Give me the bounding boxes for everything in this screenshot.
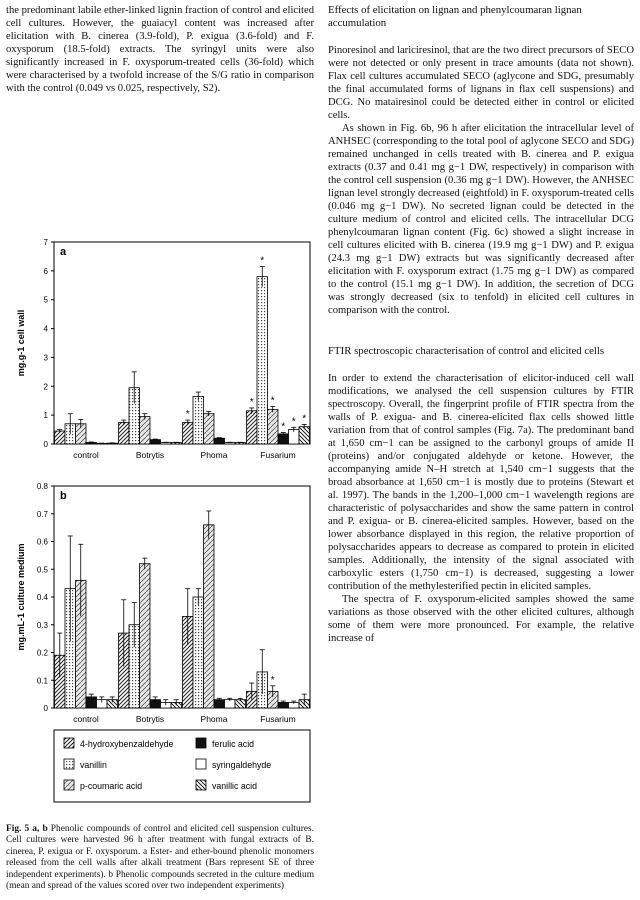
y-tick-label: 0.3 [36,620,48,630]
y-tick-label: 3 [43,353,48,363]
x-tick-label: Phoma [200,450,228,460]
x-tick-label: Fusarium [260,450,296,460]
x-tick-label: Botrytis [135,714,165,724]
bar [193,396,204,444]
right-column [328,4,634,645]
y-axis-label: mg.mL-1 culture medium [16,543,26,651]
left-paragraph: the predominant labile ether-linked lignin fraction of control and elicited cell cultures. However, the guaiacyl content was increased after elicitation with B. cinerea (3.9-fold), P. exigua (3.6-fold) and F. oxysporum (18.5-fold) extracts. The syringyl units were also significantly increased in F. oxysporum-treated cells (36-fold) which were characterised by a twofold increase of the S/G ratio in comparison with the control (0.049 vs 0.025, respectively, S2). [6,5,314,94]
chart-panel-a [16,238,310,460]
legend-label: vanillin [80,760,107,770]
significance-mark: * [249,396,254,408]
y-tick-label: 0 [43,440,48,449]
paragraph-fusarium-spectra: The spectra of F. oxysporum-elicited samples showed the same variations as those observed with the other elicited cultures, although some of them were more pronounced. For example, the relative increase of [328,594,634,644]
legend-label: ferulic acid [212,739,255,749]
y-tick-label: 2 [43,382,48,392]
legend-swatch [64,759,74,769]
legend-swatch [64,780,74,790]
y-tick-label: 0.8 [36,482,48,491]
paragraph-precursors: Pinoresinol and lariciresinol, that are the two direct precursors of SECO were not detected or only present in trace amounts (data not shown). Flax cell cultures accumulated SECO (aglycone and SDG, presumably the final accumulated forms of lignans in flax cell suspensions) and DCG. No matairesinol could be detected either in control or elicited cells. [328,45,634,121]
legend-label: p-coumaric acid [80,781,143,791]
bar [140,564,151,708]
significance-mark: * [281,421,286,433]
bar [278,434,289,444]
section-heading-ftir: FTIR spectroscopic characterisation of control and elicited cells [328,345,605,357]
x-tick-label: control [73,450,99,460]
y-axis-label: mg.g-1 cell wall [16,309,26,377]
y-tick-label: 0.5 [36,565,48,575]
y-tick-label: 0.6 [36,537,48,547]
y-tick-label: 4 [43,324,48,334]
x-tick-label: control [73,714,99,724]
legend-swatch [196,780,206,790]
significance-mark: * [302,413,307,425]
x-tick-label: Fusarium [260,714,296,724]
caption-text: Phenolic compounds of control and elicited cell suspension cultures. Cell cultures were harvested 96 h after treatment with fungal extracts of B. cinerea, P. exigua or F. oxysporum. a Ester- and ether-bound phenolic monomers released from the cell walls after alkali treatment (Bars represent SE of three independent experiments). b Phenolic compounds secreted in the culture medium (mean and spread of the values scored over two independent experiments) [6,824,315,892]
y-tick-label: 1 [43,411,48,421]
x-tick-label: Phoma [200,714,228,724]
legend-label: syringaldehyde [212,760,272,770]
legend-swatch [64,738,74,748]
chart-legend [54,730,310,802]
y-tick-label: 0.1 [36,676,48,686]
significance-mark: * [270,674,275,686]
y-tick-label: 0.2 [36,648,48,658]
y-tick-label: 0.7 [36,509,48,519]
bar [257,277,268,444]
bar [150,440,161,444]
figure-5 [6,182,314,822]
bar [299,427,310,444]
figure-caption [6,824,314,892]
legend-swatch [196,759,206,769]
bar [204,414,215,444]
legend-label: 4-hydroxybenzaldehyde [80,739,174,749]
bar [214,438,225,444]
significance-mark: * [185,409,190,421]
panel-label: a [60,246,67,258]
bar [204,525,215,708]
bar [193,597,204,708]
bar [140,417,151,444]
y-tick-label: 0 [43,704,48,713]
significance-mark: * [291,416,296,428]
bar [55,431,66,444]
legend-label: vanillic acid [212,781,257,791]
bar [183,422,194,444]
x-tick-label: Botrytis [135,450,165,460]
y-tick-label: 0.4 [36,593,48,602]
bar [247,411,258,444]
paragraph-anhsec: As shown in Fig. 6b, 96 h after elicitation the intracellular level of ANHSEC (corresponding to the total pool of aglycone SECO and SDG) remained unchanged in cells treated with B. cinerea and P. exigua extracts (0.37 and 0.41 mg g−1 DW, respectively) in comparison with the control cell suspension (0.36 mg g−1 DW). However, the ANHSEC lignan level strongly decreased (eightfold) in F. oxysporum-treated cells (0.046 mg g−1 DW). No secreted lignan could be detected in the culture medium of control and elicited cells. The intracellular DCG phenylcoumaran lignan content (Fig. 6c) showed a slight increase in cell cultures elicited with B. cinerea (19.9 mg g−1 DW) and P. exigua (24.3 mg g−1 DW) extracts but was significantly decreased after elicitation with F. oxysporum extract (1.75 mg g−1 DW) as compared to the control (15.1 mg g−1 DW). In addition, the secretion of DCG was strongly decreased (six to tenfold) in elicited cell cultures in comparison with the control. [328,123,634,316]
y-tick-label: 7 [43,238,48,247]
bar [119,422,130,444]
legend-swatch [196,738,206,748]
paragraph-ftir: In order to extend the characterisation of elicitor-induced cell wall modifications, we analysed the cell suspension cultures by FTIR spectroscopy. Overall, the fingerprint profile of FTIR spectra from the walls of P. exigua- and B. cinerea-elicited flax cells showed little variation from that of control samples (Fig. 7a). The predominant band at 1,650 cm−1 can be assigned to the carbonyl groups of amide II (proteins) and/or conjugated aldehyde or ketone. However, the accompanying amide N–H stretch at 1,540 cm−1 suggests that the broad absorbance at 1,650 cm−1 is mostly due to proteins (Stewart et al. 1997). The bands in the 1,200–1,000 cm−1 wavelength regions are characteristic of polysaccharides and show the same pattern in control and P. exigua- or B. cinerea-elicited samples. However, based on the lower absorbance displayed in this region, the relative proportion of polysaccharides appears to decrease as compared to protein in elicited samples. Additionally, the intensity of the signal associated with carboxylic esters (1,750 cm−1) is decreased, suggesting a lower contribution of the methylesterified pectin in elicited samples. [328,373,634,592]
bar [268,409,279,444]
left-column [6,4,314,95]
significance-mark: * [270,395,275,407]
y-tick-label: 6 [43,266,48,276]
chart-panel-b [16,482,310,724]
y-tick-label: 5 [43,295,48,305]
section-heading-lignan: Effects of elicitation on lignan and phenylcoumaran lignan accumulation [328,4,582,29]
significance-mark: * [260,255,265,267]
panel-label: b [60,490,67,502]
caption-label: Fig. 5 a, b [6,824,48,834]
